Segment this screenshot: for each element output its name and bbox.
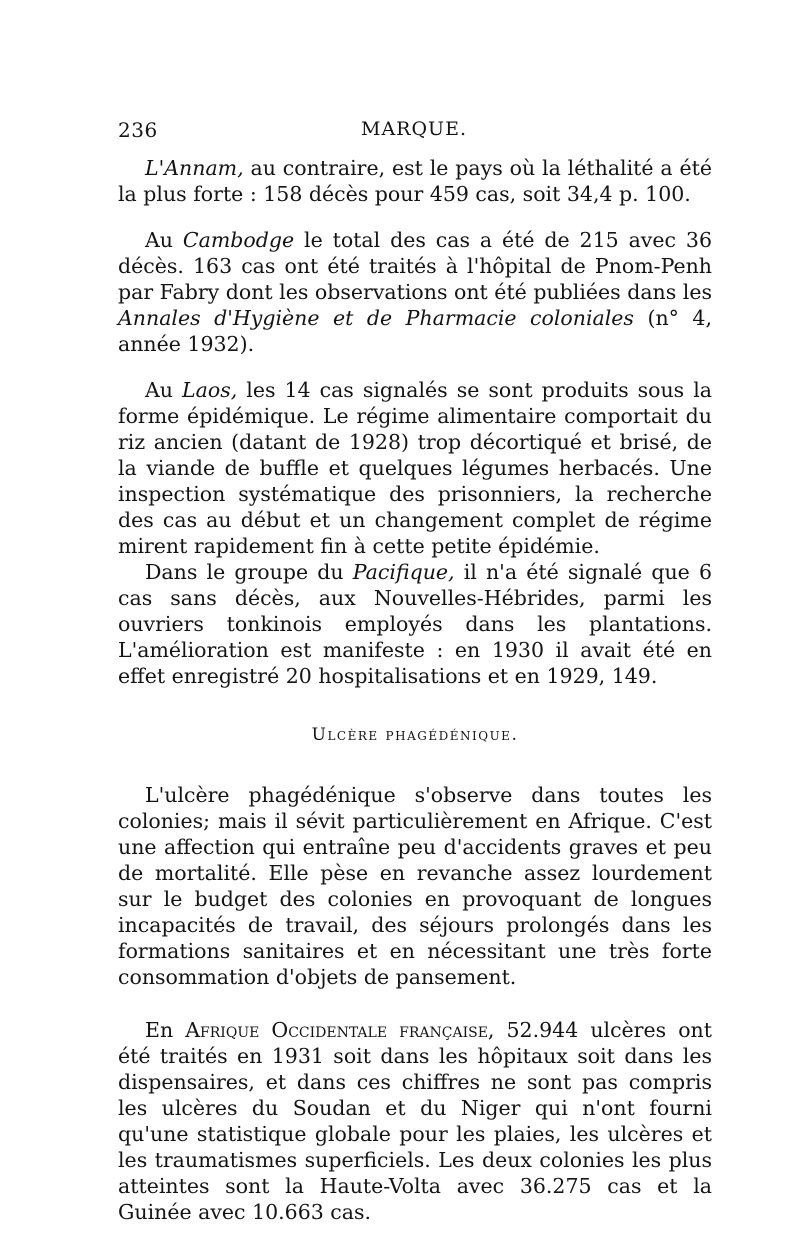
paragraph-pacifique	[118, 559, 712, 689]
cambodge-lead: Au	[145, 228, 183, 252]
pacifique-text: il n'a été signalé que 6 cas sans décès, aux Nouvelles-Hébrides, parmi les ouvriers tonkinois employés dans les plantations. L'amélioration est manifeste : en 1930 il avait été en effet enregistré 20 hospitalisations et en 1929, 149.	[118, 560, 712, 688]
paragraph-laos	[118, 377, 712, 559]
aof-text: 52.944 ulcères ont été traités en 1931 soit dans les hôpitaux soit dans les dispensaires, et dans ces chiffres ne sont pas compris les ulcères du Soudan et du Niger qui n'ont fourni qu'une statistique globale pour les plaies, les ulcères et les traumatismes superficiels. Les deux colonies les plus atteintes sont la Haute-Volta avec 36.275 cas et la Guinée avec 10.663 cas.	[118, 1018, 712, 1224]
paragraph-annam	[118, 155, 712, 207]
paragraph-ulcere: L'ulcère phagédénique s'observe dans toutes les colonies; mais il sévit particulièrement en Afrique. C'est une affection qui entraîne peu d'accidents graves et peu de mortalité. Elle pèse en revanche assez lourdement sur le budget des colonies en provoquant de longues incapacités de travail, des séjours prolongés dans les formations sanitaires et en nécessitant une très forte consommation d'objets de pansement.	[118, 783, 712, 989]
place-cambodge: Cambodge	[182, 228, 295, 252]
place-pacifique: Pacifique,	[352, 560, 455, 584]
journal-title: Annales d'Hygiène et de Pharmacie coloniales	[118, 306, 634, 330]
page-header	[118, 118, 710, 142]
place-aof: Afrique Occidentale française,	[185, 1018, 495, 1042]
place-annam: L'Annam,	[145, 156, 244, 180]
laos-lead: Au	[145, 378, 183, 402]
page-number: 236	[118, 118, 158, 142]
page-body	[118, 155, 712, 1225]
running-title: MARQUE.	[361, 118, 467, 140]
laos-text: les 14 cas signalés se sont produits sous la forme épidémique. Le régime alimentaire comportait du riz ancien (datant de 1928) trop décortiqué et brisé, de la viande de buffle et quelques légumes herbacés. Une inspection systématique des prisonniers, la recherche des cas au début et un changement complet de régime mirent rapidement fin à cette petite épidémie.	[118, 378, 712, 558]
annam-text: au contraire, est le pays où la léthalité a été la plus forte : 158 décès pour 459 cas, soit 34,4 p. 100.	[118, 156, 712, 206]
cambodge-text-1: le total des cas a été de 215 avec 36 décès. 163 cas ont été traités à l'hôpital de Pnom-Penh par Fabry dont les observations ont été publiées dans les	[118, 228, 712, 304]
paragraph-aof	[118, 1017, 712, 1225]
cambodge-text-2: (n° 4, année 1932).	[118, 306, 712, 356]
pacifique-lead: Dans le groupe du	[145, 560, 353, 584]
paragraph-cambodge	[118, 227, 712, 357]
aof-lead: En	[145, 1018, 186, 1042]
section-heading: Ulcère phagédénique.	[311, 725, 519, 745]
place-laos: Laos,	[182, 378, 238, 402]
